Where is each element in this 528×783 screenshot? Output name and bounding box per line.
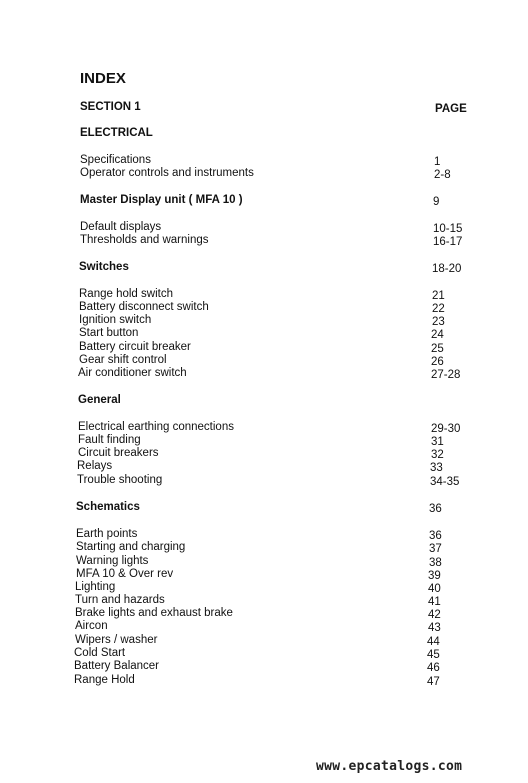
group-heading: Master Display unit ( MFA 10 ): [80, 194, 243, 206]
index-entry-label: Thresholds and warnings: [80, 234, 209, 246]
index-entry-label: Battery disconnect switch: [79, 301, 209, 313]
index-entry-label: Operator controls and instruments: [80, 167, 254, 179]
group-heading: Switches: [79, 261, 129, 273]
group-heading-page: 36: [429, 503, 442, 515]
index-entry-label: Turn and hazards: [75, 594, 165, 606]
page-column-label: PAGE: [435, 103, 467, 115]
index-entry-page: 33: [430, 462, 443, 474]
index-entry-page: 36: [429, 530, 442, 542]
index-entry-label: Electrical earthing connections: [78, 421, 234, 433]
index-entry-label: Trouble shooting: [77, 474, 163, 486]
index-entry-page: 29-30: [431, 423, 461, 435]
section-label: SECTION 1: [80, 101, 141, 113]
index-entry-page: 25: [431, 343, 444, 355]
index-entry-label: Aircon: [75, 620, 108, 632]
index-entry-page: 39: [428, 570, 441, 582]
index-entry-label: Specifications: [80, 154, 151, 166]
index-entry-page: 46: [427, 662, 440, 674]
index-entry-page: 26: [431, 356, 444, 368]
group-heading-page: 9: [433, 196, 440, 208]
index-entry-label: Starting and charging: [76, 541, 186, 553]
index-entry-label: Default displays: [80, 221, 162, 233]
index-entry-page: 38: [429, 557, 442, 569]
index-entry-label: Fault finding: [78, 434, 141, 446]
index-entry-page: 32: [431, 449, 444, 461]
group-heading-page: 18-20: [432, 263, 462, 275]
index-entry-label: Battery Balancer: [74, 660, 160, 672]
group-heading: ELECTRICAL: [80, 127, 153, 139]
index-entry-label: Brake lights and exhaust brake: [75, 607, 233, 619]
index-entry-label: Warning lights: [76, 555, 149, 567]
index-entry-page: 10-15: [433, 223, 463, 235]
index-entry-page: 42: [428, 609, 441, 621]
index-entry-label: Wipers / washer: [75, 634, 158, 646]
index-entry-page: 44: [427, 636, 440, 648]
index-entry-page: 37: [429, 543, 442, 555]
index-entry-page: 47: [427, 676, 440, 688]
index-entry-label: Range Hold: [74, 674, 135, 686]
index-entry-label: Relays: [77, 460, 113, 472]
index-entry-page: 21: [432, 290, 445, 302]
index-entry-page: 40: [428, 583, 441, 595]
index-entry-label: Ignition switch: [79, 314, 152, 326]
index-entry-page: 1: [434, 156, 441, 168]
index-entry-page: 2-8: [434, 169, 451, 181]
index-entry-label: Range hold switch: [79, 288, 173, 300]
index-entry-page: 27-28: [431, 369, 461, 381]
index-entry-label: Gear shift control: [79, 354, 167, 366]
group-heading: Schematics: [76, 501, 140, 513]
index-entry-label: MFA 10 & Over rev: [76, 568, 174, 580]
index-entry-page: 45: [427, 649, 440, 661]
index-entry-page: 43: [428, 622, 441, 634]
index-entry-page: 16-17: [433, 236, 463, 248]
index-entry-page: 22: [432, 303, 445, 315]
page-title: INDEX: [80, 70, 126, 87]
index-entry-label: Lighting: [75, 581, 116, 593]
index-entry-page: 34-35: [430, 476, 460, 488]
index-entry-label: Battery circuit breaker: [79, 341, 191, 353]
index-entry-page: 24: [431, 329, 444, 341]
index-entry-page: 31: [431, 436, 444, 448]
index-entry-page: 41: [428, 596, 441, 608]
watermark: www.epcatalogs.com: [316, 759, 463, 774]
index-entry-label: Air conditioner switch: [78, 367, 187, 379]
index-entry-page: 23: [432, 316, 445, 328]
index-entry-label: Cold Start: [74, 647, 126, 659]
index-entry-label: Earth points: [76, 528, 138, 540]
index-entry-label: Start button: [79, 327, 139, 339]
group-heading: General: [78, 394, 121, 406]
index-entry-label: Circuit breakers: [78, 447, 159, 459]
